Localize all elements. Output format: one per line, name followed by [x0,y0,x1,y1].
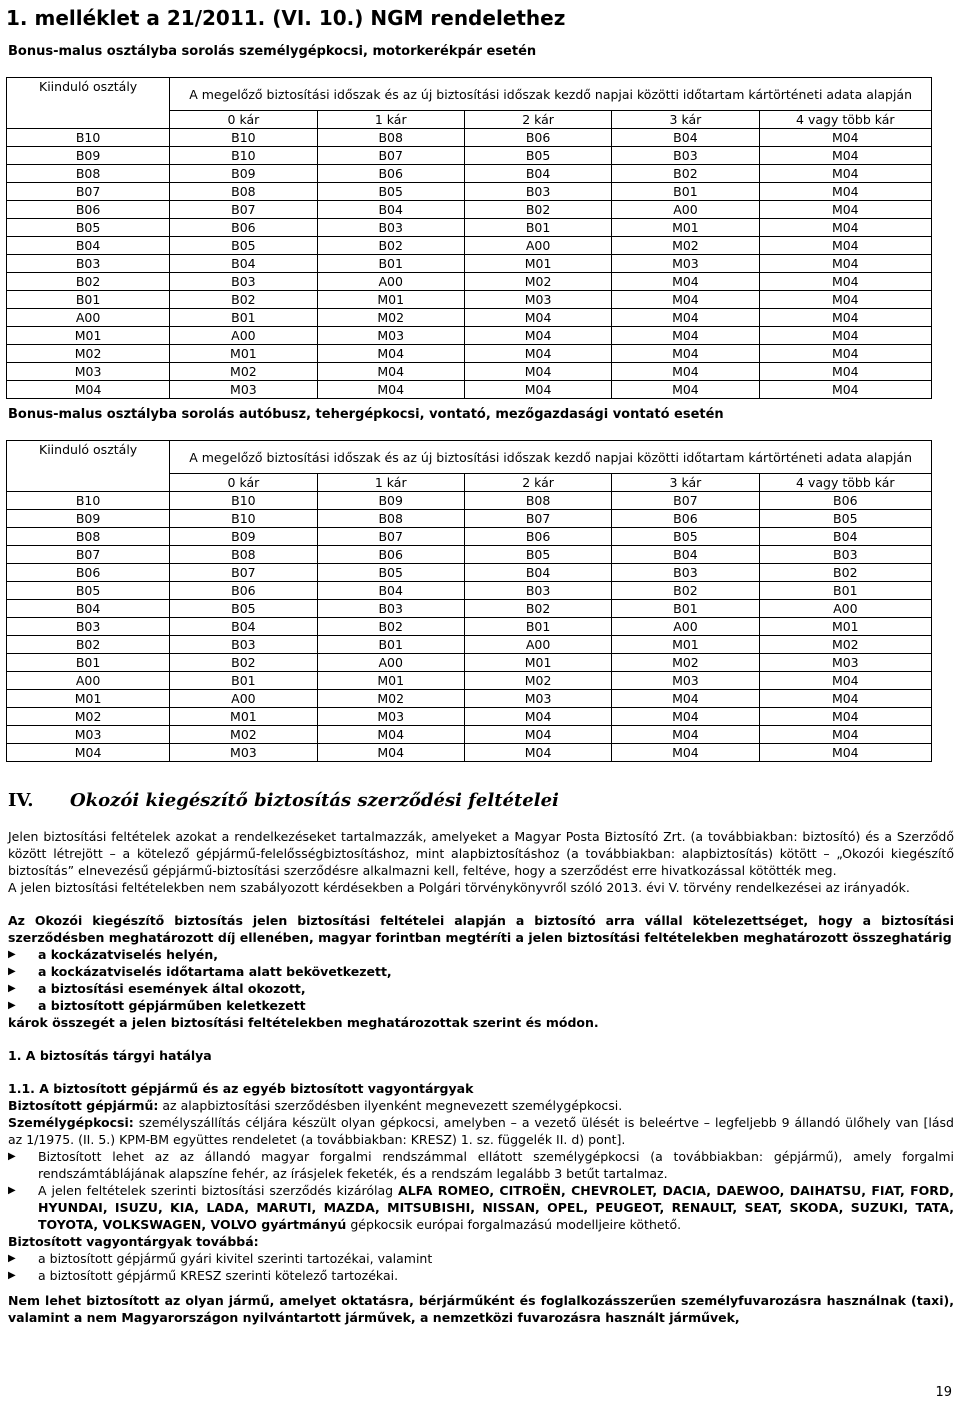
result-class-cell: B03 [464,183,611,201]
heading-1-1: 1.1. A biztosított gépjármű és az egyéb biztosított vagyontárgyak [8,1081,474,1096]
result-class-cell: M02 [317,690,464,708]
result-class-cell: M04 [464,381,611,399]
result-class-cell: B08 [464,492,611,510]
result-class-cell: B07 [317,528,464,546]
result-class-cell: M04 [464,744,611,762]
table-row [7,129,932,147]
table1-header-row [7,78,932,111]
section-roman-number: IV. [8,790,34,811]
table-row [7,600,932,618]
result-class-cell: B02 [612,582,759,600]
result-class-cell: M04 [759,147,931,165]
result-class-cell: M04 [759,201,931,219]
bonus-malus-table-commercial [6,440,932,762]
result-class-cell: B02 [759,564,931,582]
result-class-cell: M04 [759,219,931,237]
result-class-cell: M04 [759,726,931,744]
result-class-cell: M03 [317,708,464,726]
start-class-cell: B01 [7,654,170,672]
table2-body [7,492,932,762]
start-class-cell: B08 [7,165,170,183]
start-class-cell: B04 [7,600,170,618]
result-class-cell: M04 [759,690,931,708]
start-class-cell: B02 [7,636,170,654]
start-class-cell: B07 [7,546,170,564]
table-row [7,291,932,309]
start-class-cell: B03 [7,618,170,636]
result-class-cell: M04 [317,726,464,744]
result-class-cell: M04 [759,273,931,291]
triangle-bullet-icon: ▶ [8,1151,16,1162]
start-class-cell: B03 [7,255,170,273]
result-class-cell: M01 [170,345,317,363]
result-class-cell: B02 [170,654,317,672]
result-class-cell: B02 [612,165,759,183]
table-row [7,363,932,381]
table-row [7,492,932,510]
result-class-cell: B06 [464,528,611,546]
obligation-bullet: ▶ a biztosítási események által okozott, [8,981,306,996]
result-class-cell: M04 [759,237,931,255]
table-row [7,510,932,528]
table-row [7,273,932,291]
result-class-cell: B01 [464,618,611,636]
definition-passenger-car: Személygépkocsi: személyszállítás céljára készült olyan gépkocsi, amelyben – a vezető ülését is beleértve – legfeljebb 9 állandó ülőhely van [lásd az 1/1975. (II. 5.) KPM-BM együttes rendeletet (a továbbiakban: KRESZ) 1. sz. függelék II. d) pont]. [8,1115,954,1147]
claims-header: 3 kár [612,111,759,129]
claims-header: 0 kár [170,111,317,129]
intro-paragraph-1: Jelen biztosítási feltételek azokat a rendelkezéseket tartalmazzák, amelyeket a Magyar Posta Biztosító Zrt. (a továbbiakban: biztosító) és a Szerződő között létrejött – a kötelező gépjármű-felelősségbiztosításhoz, mint alapbiztosításhoz (a továbbiakban: alapbiztosítás) kötött – „Okozói kiegészítő biztosítás” elnevezésű gépjármű-biztosítási szerződésre alkalmazni kell, feltéve, hogy a szerződést erre hivatkozással kötötték meg. [8,829,954,878]
claims-header: 4 vagy több kár [759,111,931,129]
table2-start-class-header: Kiinduló osztály [7,441,170,492]
result-class-cell: M02 [464,672,611,690]
result-class-cell: M04 [317,363,464,381]
result-class-cell: A00 [612,618,759,636]
claims-header: 4 vagy több kár [759,474,931,492]
result-class-cell: B03 [464,582,611,600]
triangle-bullet-icon: ▶ [8,1270,16,1281]
start-class-cell: B08 [7,528,170,546]
result-class-cell: B10 [170,129,317,147]
table-row [7,690,932,708]
result-class-cell: B05 [612,528,759,546]
claims-header: 1 kár [317,111,464,129]
result-class-cell: B05 [317,183,464,201]
result-class-cell: M04 [464,309,611,327]
table-row [7,636,932,654]
result-class-cell: B03 [759,546,931,564]
start-class-cell: M02 [7,708,170,726]
result-class-cell: A00 [612,201,759,219]
result-class-cell: A00 [170,327,317,345]
triangle-bullet-icon: ▶ [8,1253,16,1264]
table-row [7,708,932,726]
result-class-cell: B08 [317,510,464,528]
result-class-cell: B03 [170,636,317,654]
result-class-cell: B04 [612,546,759,564]
result-class-cell: M04 [612,291,759,309]
table-row [7,528,932,546]
result-class-cell: M02 [464,273,611,291]
result-class-cell: B04 [170,618,317,636]
result-class-cell: B03 [612,564,759,582]
result-class-cell: M04 [464,708,611,726]
result-class-cell: M04 [759,129,931,147]
start-class-cell: M04 [7,744,170,762]
table-row [7,147,932,165]
triangle-bullet-icon: ▶ [8,949,16,960]
heading-1: 1. A biztosítás tárgyi hatálya [8,1048,212,1063]
table1-description-header: A megelőző biztosítási időszak és az új biztosítási időszak kezdő napjai közötti időtartam kártörténeti adata alapján [170,78,932,111]
result-class-cell: M01 [759,618,931,636]
result-class-cell: B05 [170,237,317,255]
result-class-cell: B04 [464,564,611,582]
result-class-cell: M04 [759,345,931,363]
result-class-cell: M02 [170,363,317,381]
result-class-cell: A00 [464,636,611,654]
result-class-cell: M04 [612,273,759,291]
start-class-cell: B02 [7,273,170,291]
table1-start-class-header: Kiinduló osztály [7,78,170,129]
start-class-cell: M04 [7,381,170,399]
result-class-cell: B10 [170,510,317,528]
result-class-cell: B03 [170,273,317,291]
page-number: 19 [935,1385,952,1400]
obligation-bullet: ▶ a kockázatviselés időtartama alatt bekövetkezett, [8,964,392,979]
result-class-cell: M04 [317,345,464,363]
result-class-cell: B03 [612,147,759,165]
result-class-cell: M04 [759,381,931,399]
table-row [7,546,932,564]
result-class-cell: M02 [759,636,931,654]
result-class-cell: M01 [317,291,464,309]
result-class-cell: M04 [317,744,464,762]
result-class-cell: B05 [464,147,611,165]
start-class-cell: B05 [7,219,170,237]
result-class-cell: B07 [317,147,464,165]
result-class-cell: M01 [317,672,464,690]
result-class-cell: B07 [170,201,317,219]
result-class-cell: B07 [464,510,611,528]
claims-header: 1 kár [317,474,464,492]
result-class-cell: M04 [464,345,611,363]
result-class-cell: M03 [170,744,317,762]
claims-header: 2 kár [464,111,611,129]
result-class-cell: M04 [612,690,759,708]
result-class-cell: M04 [612,381,759,399]
result-class-cell: B02 [464,201,611,219]
table-row [7,726,932,744]
table-row [7,165,932,183]
start-class-cell: B10 [7,129,170,147]
start-class-cell: B06 [7,201,170,219]
result-class-cell: M03 [464,291,611,309]
result-class-cell: M02 [170,726,317,744]
obligation-bullet: ▶ a biztosított gépjárműben keletkezett [8,998,306,1013]
result-class-cell: B02 [170,291,317,309]
result-class-cell: B05 [759,510,931,528]
result-class-cell: B03 [317,219,464,237]
table-row [7,582,932,600]
result-class-cell: B06 [317,165,464,183]
section-title: Okozói kiegészítő biztosítás szerződési feltételei [70,790,559,811]
result-class-cell: B09 [170,165,317,183]
result-class-cell: B08 [317,129,464,147]
result-class-cell: B01 [612,600,759,618]
result-class-cell: M01 [612,219,759,237]
result-class-cell: A00 [317,273,464,291]
obligation-bullet: ▶ a kockázatviselés helyén, [8,947,219,962]
triangle-bullet-icon: ▶ [8,966,16,977]
result-class-cell: A00 [317,654,464,672]
result-class-cell: M04 [612,309,759,327]
start-class-cell: B10 [7,492,170,510]
result-class-cell: M03 [612,255,759,273]
table1-body [7,129,932,399]
result-class-cell: B07 [170,564,317,582]
table2-description-header: A megelőző biztosítási időszak és az új biztosítási időszak kezdő napjai közötti időtartam kártörténeti adata alapján [170,441,932,474]
table-row [7,183,932,201]
result-class-cell: B05 [464,546,611,564]
result-class-cell: A00 [464,237,611,255]
result-class-cell: B06 [759,492,931,510]
document-heading: 1. melléklet a 21/2011. (VI. 10.) NGM rendelethez [6,6,566,30]
start-class-cell: B04 [7,237,170,255]
also-insured-bullet: ▶ a biztosított gépjármű KRESZ szerinti kötelező tartozékai. [8,1268,399,1283]
claims-header: 2 kár [464,474,611,492]
result-class-cell: M04 [612,726,759,744]
bonus-malus-table-passenger [6,77,932,399]
result-class-cell: M02 [612,654,759,672]
table-row [7,255,932,273]
result-class-cell: B02 [317,618,464,636]
result-class-cell: M04 [612,708,759,726]
result-class-cell: M02 [612,237,759,255]
result-class-cell: M04 [759,327,931,345]
result-class-cell: B04 [759,528,931,546]
table-row [7,309,932,327]
result-class-cell: M01 [612,636,759,654]
exclusion-paragraph: Nem lehet biztosított az olyan jármű, amelyet oktatásra, bérjárműként és foglalkozásszerűen személyfuvarozásra használnak (taxi), valamint a nem Magyarországon nyilvántartott járművek, a nemzetközi fuvarozásra használt járművek, [8,1293,954,1325]
result-class-cell: M04 [612,744,759,762]
result-class-cell: M02 [317,309,464,327]
start-class-cell: M03 [7,726,170,744]
result-class-cell: M04 [317,381,464,399]
result-class-cell: B04 [464,165,611,183]
result-class-cell: M04 [759,309,931,327]
table-row [7,345,932,363]
start-class-cell: M01 [7,690,170,708]
result-class-cell: M04 [612,363,759,381]
definition-insured-vehicle: Biztosított gépjármű: az alapbiztosítási szerződésben ilyenként megnevezett személygépkocsi. [8,1098,623,1113]
triangle-bullet-icon: ▶ [8,1185,16,1196]
claims-header: 0 kár [170,474,317,492]
result-class-cell: M04 [612,345,759,363]
result-class-cell: B01 [759,582,931,600]
result-class-cell: M04 [759,363,931,381]
intro-paragraph-2: A jelen biztosítási feltételekben nem szabályozott kérdésekben a Polgári törvénykönyvről szóló 2013. évi V. törvény rendelkezései az irányadók. [8,880,910,895]
result-class-cell: M03 [317,327,464,345]
result-class-cell: B07 [612,492,759,510]
start-class-cell: B07 [7,183,170,201]
start-class-cell: A00 [7,309,170,327]
start-class-cell: M01 [7,327,170,345]
result-class-cell: M03 [170,381,317,399]
table2-header-row [7,441,932,474]
result-class-cell: B06 [170,582,317,600]
result-class-cell: B05 [170,600,317,618]
result-class-cell: B03 [317,600,464,618]
result-class-cell: M04 [464,363,611,381]
result-class-cell: M04 [612,327,759,345]
result-class-cell: A00 [759,600,931,618]
claims-header: 3 kár [612,474,759,492]
table-row [7,201,932,219]
also-insured-heading: Biztosított vagyontárgyak továbbá: [8,1234,259,1249]
result-class-cell: B04 [317,201,464,219]
triangle-bullet-icon: ▶ [8,1000,16,1011]
result-class-cell: B01 [170,672,317,690]
result-class-cell: B01 [317,636,464,654]
result-class-cell: B02 [317,237,464,255]
result-class-cell: B06 [317,546,464,564]
result-class-cell: B04 [612,129,759,147]
start-class-cell: M03 [7,363,170,381]
result-class-cell: B06 [464,129,611,147]
result-class-cell: M04 [759,708,931,726]
table2-title: Bonus-malus osztályba sorolás autóbusz, tehergépkocsi, vontató, mezőgazdasági vontató esetén [8,407,724,422]
table-row [7,327,932,345]
result-class-cell: M04 [759,183,931,201]
result-class-cell: M04 [464,327,611,345]
condition-bullet: ▶ A jelen feltételek szerinti biztosítási szerződés kizárólag ALFA ROMEO, CITROËN, CHEVROLET, DACIA, DAEWOO, DAIHATSU, FIAT, FORD, HYUNDAI, ISUZU, KIA, LADA, MARUTI, MAZDA, MITSUBISHI, NISSAN, OPEL, PEUGEOT, RENAULT, SEAT, SKODA, SUZUKI, TATA, TOYOTA, VOLKSWAGEN, VOLVO gyártmányú gépkocsik európai forgalmazású modelljeire köthető. [8,1183,954,1232]
result-class-cell: B04 [317,582,464,600]
obligation-paragraph: Az Okozói kiegészítő biztosítás jelen biztosítási feltételei alapján a biztosító arra vállal kötelezettséget, hogy a biztosítási szerződésben meghatározott díj ellenében, magyar forintban megtéríti a jelen biztosítási feltételekben meghatározott összeghatárig [8,913,954,945]
result-class-cell: B01 [612,183,759,201]
result-class-cell: B08 [170,183,317,201]
result-class-cell: M03 [759,654,931,672]
result-class-cell: M03 [612,672,759,690]
start-class-cell: B05 [7,582,170,600]
result-class-cell: M04 [759,165,931,183]
result-class-cell: M04 [759,255,931,273]
condition-bullet: ▶ Biztosított lehet az az állandó magyar forgalmi rendszámmal ellátott személygépkocsi (a továbbiakban: gépjármű), amely forgalmi rendszámtáblájának alapszíne fehér, az írásjelek feketék, és a rendszám legalább 3 betűt tartalmaz. [8,1149,954,1181]
start-class-cell: B09 [7,147,170,165]
result-class-cell: B01 [317,255,464,273]
table-row [7,618,932,636]
result-class-cell: B01 [464,219,611,237]
also-insured-bullet: ▶ a biztosított gépjármű gyári kivitel szerinti tartozékai, valamint [8,1251,433,1266]
result-class-cell: B06 [612,510,759,528]
table-row [7,744,932,762]
table-row [7,237,932,255]
result-class-cell: B05 [317,564,464,582]
start-class-cell: A00 [7,672,170,690]
start-class-cell: B01 [7,291,170,309]
result-class-cell: B10 [170,492,317,510]
start-class-cell: B06 [7,564,170,582]
result-class-cell: M04 [759,672,931,690]
result-class-cell: M01 [464,654,611,672]
result-class-cell: B09 [170,528,317,546]
section-body [8,828,954,1326]
result-class-cell: M03 [464,690,611,708]
result-class-cell: B06 [170,219,317,237]
obligation-end: károk összegét a jelen biztosítási feltételekben meghatározottak szerint és módon. [8,1015,599,1030]
result-class-cell: B04 [170,255,317,273]
table-row [7,654,932,672]
result-class-cell: B09 [317,492,464,510]
result-class-cell: B02 [464,600,611,618]
result-class-cell: M01 [170,708,317,726]
result-class-cell: A00 [170,690,317,708]
table-row [7,564,932,582]
result-class-cell: M01 [464,255,611,273]
result-class-cell: B08 [170,546,317,564]
triangle-bullet-icon: ▶ [8,983,16,994]
result-class-cell: B01 [170,309,317,327]
result-class-cell: M04 [759,291,931,309]
start-class-cell: M02 [7,345,170,363]
result-class-cell: B10 [170,147,317,165]
table-row [7,219,932,237]
table-row [7,381,932,399]
start-class-cell: B09 [7,510,170,528]
table1-title: Bonus-malus osztályba sorolás személygépkocsi, motorkerékpár esetén [8,44,537,59]
result-class-cell: M04 [759,744,931,762]
table-row [7,672,932,690]
result-class-cell: M04 [464,726,611,744]
